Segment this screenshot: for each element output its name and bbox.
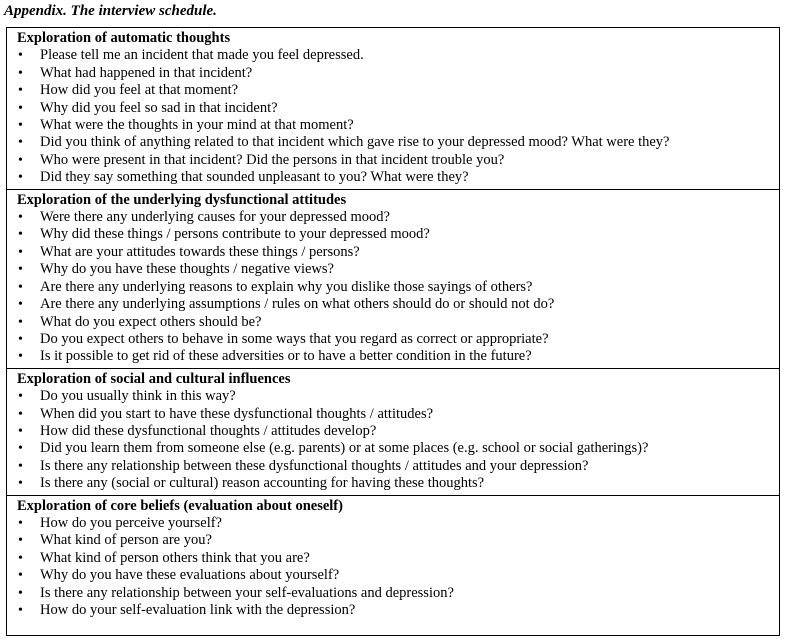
question-list	[17, 47, 779, 186]
question-item	[17, 47, 779, 64]
question-item	[17, 440, 779, 457]
bullet-icon: •	[18, 244, 23, 260]
question-text: How did you feel at that moment?	[40, 82, 239, 99]
appendix-caption: Appendix. The interview schedule.	[4, 3, 217, 19]
question-text: Is there any (social or cultural) reason accounting for having these thoughts?	[40, 475, 485, 492]
bullet-icon: •	[18, 100, 23, 116]
question-item	[17, 296, 779, 313]
question-item	[17, 279, 779, 296]
question-text: Please tell me an incident that made you feel depressed.	[40, 47, 364, 64]
question-text: Did they say something that sounded unpleasant to you? What were they?	[40, 169, 469, 186]
bullet-icon: •	[18, 83, 23, 99]
question-text: Why do you have these evaluations about yourself?	[40, 567, 340, 584]
bullet-icon: •	[18, 297, 23, 313]
schedule-section	[7, 28, 779, 189]
bullet-icon: •	[18, 458, 23, 474]
section-title: Exploration of core beliefs (evaluation about oneself)	[17, 497, 343, 514]
question-text: How did these dysfunctional thoughts / attitudes develop?	[40, 422, 377, 439]
question-text: What had happened in that incident?	[40, 64, 253, 81]
question-item	[17, 169, 779, 186]
question-text: How do your self-evaluation link with the depression?	[40, 602, 356, 618]
question-item	[17, 406, 779, 423]
question-item	[17, 585, 779, 602]
bullet-icon: •	[18, 476, 23, 492]
question-text: What kind of person are you?	[40, 532, 212, 549]
question-text: Did you learn them from someone else (e.g. parents) or at some places (e.g. school or social gatherings)?	[40, 440, 649, 457]
question-text: When did you start to have these dysfunctional thoughts / attitudes?	[40, 405, 434, 422]
bullet-icon: •	[18, 118, 23, 134]
interview-schedule-table	[6, 27, 780, 636]
question-item	[17, 388, 779, 405]
question-text: Is it possible to get rid of these adversities or to have a better condition in the future?	[40, 348, 532, 365]
question-item	[17, 567, 779, 584]
section-title: Exploration of the underlying dysfunctional attitudes	[17, 191, 347, 208]
question-item	[17, 209, 779, 226]
bullet-icon: •	[18, 135, 23, 151]
question-text: Is there any relationship between your self-evaluations and depression?	[40, 584, 454, 601]
bullet-icon: •	[18, 279, 23, 295]
section-title: Exploration of social and cultural influences	[17, 370, 291, 387]
question-text: What kind of person others think that you are?	[40, 549, 310, 566]
question-item	[17, 261, 779, 278]
bullet-icon: •	[18, 603, 23, 618]
question-item	[17, 226, 779, 243]
question-list	[17, 388, 779, 492]
question-text: What do you expect others should be?	[40, 313, 262, 330]
schedule-section	[7, 368, 779, 495]
question-item	[17, 458, 779, 475]
bullet-icon: •	[18, 515, 23, 531]
bullet-icon: •	[18, 314, 23, 330]
bullet-icon: •	[18, 349, 23, 365]
bullet-icon: •	[18, 152, 23, 168]
question-text: Is there any relationship between these dysfunctional thoughts / attitudes and your depression?	[40, 457, 589, 474]
question-text: Are there any underlying assumptions / rules on what others should do or should not do?	[40, 296, 555, 313]
question-text: Why did you feel so sad in that incident?	[40, 99, 278, 116]
question-text: Who were present in that incident? Did the persons in that incident trouble you?	[40, 151, 505, 168]
bullet-icon: •	[18, 170, 23, 186]
question-item	[17, 331, 779, 348]
question-list	[17, 209, 779, 366]
question-item	[17, 602, 779, 619]
question-text: Do you expect others to behave in some ways that you regard as correct or appropriate?	[40, 330, 549, 347]
question-item	[17, 117, 779, 134]
question-item	[17, 515, 779, 532]
question-item	[17, 100, 779, 117]
bullet-icon: •	[18, 406, 23, 422]
schedule-section	[7, 495, 779, 622]
bullet-icon: •	[18, 423, 23, 439]
question-text: Why did these things / persons contribute to your depressed mood?	[40, 226, 430, 243]
question-text: How do you perceive yourself?	[40, 514, 222, 531]
question-item	[17, 82, 779, 99]
bullet-icon: •	[18, 550, 23, 566]
question-text: What were the thoughts in your mind at that moment?	[40, 117, 354, 134]
bullet-icon: •	[18, 585, 23, 601]
question-text: Why do you have these thoughts / negative views?	[40, 261, 334, 278]
bullet-icon: •	[18, 65, 23, 81]
bullet-icon: •	[18, 48, 23, 64]
question-item	[17, 423, 779, 440]
question-item	[17, 244, 779, 261]
bullet-icon: •	[18, 389, 23, 405]
question-item	[17, 550, 779, 567]
schedule-section	[7, 189, 779, 368]
question-text: Did you think of anything related to that incident which gave rise to your depressed mood? What were they?	[40, 134, 670, 151]
question-text: Are there any underlying reasons to explain why you dislike those sayings of others?	[40, 278, 533, 295]
question-text: Were there any underlying causes for your depressed mood?	[40, 209, 390, 226]
question-item	[17, 475, 779, 492]
section-title: Exploration of automatic thoughts	[17, 30, 231, 46]
bullet-icon: •	[18, 331, 23, 347]
question-item	[17, 314, 779, 331]
question-item	[17, 532, 779, 549]
bullet-icon: •	[18, 568, 23, 584]
question-text: Do you usually think in this way?	[40, 388, 236, 405]
bullet-icon: •	[18, 227, 23, 243]
question-item	[17, 134, 779, 151]
bullet-icon: •	[18, 441, 23, 457]
question-item	[17, 65, 779, 82]
question-list	[17, 515, 779, 619]
bullet-icon: •	[18, 262, 23, 278]
question-text: What are your attitudes towards these things / persons?	[40, 243, 360, 260]
question-item	[17, 348, 779, 365]
bullet-icon: •	[18, 533, 23, 549]
bullet-icon: •	[18, 210, 23, 226]
question-item	[17, 152, 779, 169]
